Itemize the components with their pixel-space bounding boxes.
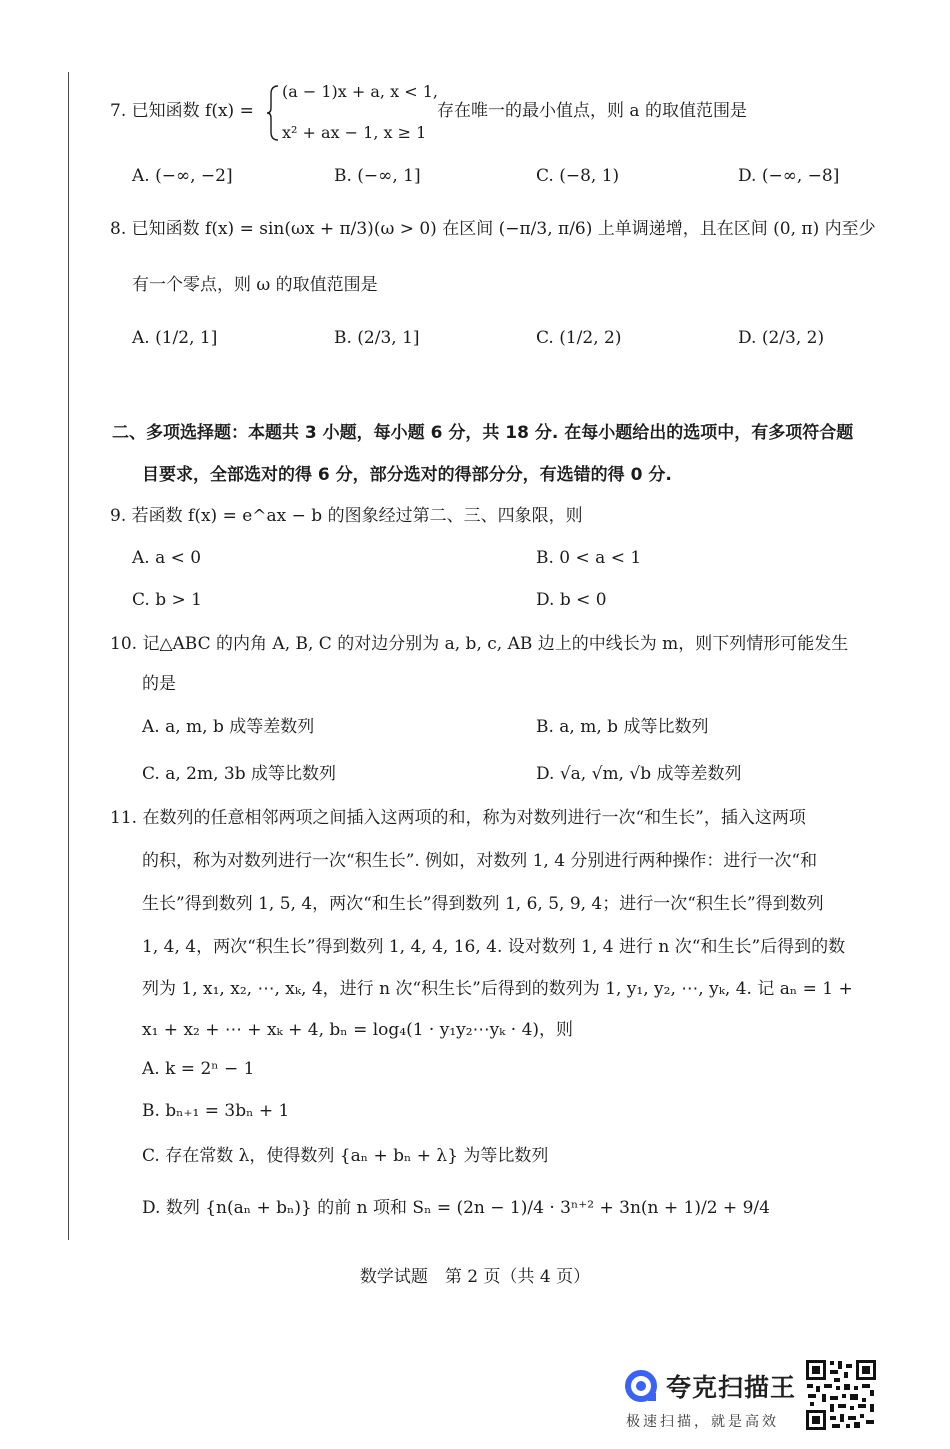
quark-logo-icon bbox=[624, 1369, 658, 1403]
q8-stem-line-2: 有一个零点，则 ω 的取值范围是 bbox=[132, 275, 378, 295]
q8-option-c: C. (1/2, 2) bbox=[536, 328, 622, 348]
q7-option-a: A. (−∞, −2] bbox=[132, 166, 233, 186]
brand-name: 夸克扫描王 bbox=[666, 1373, 797, 1402]
q7-option-b: B. (−∞, 1] bbox=[334, 166, 421, 186]
q8-option-a: A. (1/2, 1] bbox=[132, 328, 218, 348]
q11-stem-line-1: 11. 在数列的任意相邻两项之间插入这两项的和，称为对数列进行一次“和生长”，插入这两项 bbox=[110, 808, 806, 828]
q7-option-d: D. (−∞, −8] bbox=[738, 166, 840, 186]
section-2-line-1: 二、多项选择题：本题共 3 小题，每小题 6 分，共 18 分. 在每小题给出的选项中，有多项符合题 bbox=[112, 423, 854, 443]
q11-option-a: A. k = 2ⁿ − 1 bbox=[142, 1059, 255, 1079]
q11-stem-line-5: 列为 1, x₁, x₂, ⋯, xₖ, 4，进行 n 次“积生长”后得到的数列为 1, y₁, y₂, ⋯, yₖ, 4. 记 aₙ = 1 + bbox=[142, 979, 853, 999]
page-footer: 数学试题 第 2 页（共 4 页） bbox=[359, 1267, 591, 1287]
qr-code-icon bbox=[804, 1358, 878, 1432]
q7-option-c: C. (−8, 1) bbox=[536, 166, 620, 186]
q11-option-d: D. 数列 {n(aₙ + bₙ)} 的前 n 项和 Sₙ = (2n − 1)/4 · 3ⁿ⁺² + 3n(n + 1)/2 + 9/4 bbox=[142, 1198, 770, 1218]
brand-slogan: 极速扫描，就是高效 bbox=[626, 1414, 779, 1430]
q7-stem-end: 存在唯一的最小值点，则 a 的取值范围是 bbox=[437, 101, 747, 121]
q10-option-a: A. a, m, b 成等差数列 bbox=[142, 717, 315, 737]
q7-case-2: x² + ax − 1, x ≥ 1 bbox=[282, 123, 427, 142]
section-2-line-2: 目要求，全部选对的得 6 分，部分选对的得部分分，有选错的得 0 分. bbox=[142, 465, 672, 485]
q11-stem-line-3: 生长”得到数列 1, 5, 4，两次“和生长”得到数列 1, 6, 5, 9, 4；进行一次“积生长”得到数列 bbox=[142, 894, 824, 914]
q9-option-d: D. b < 0 bbox=[536, 590, 607, 610]
q11-option-c: C. 存在常数 λ，使得数列 {aₙ + bₙ + λ} 为等比数列 bbox=[142, 1146, 549, 1166]
q8-stem-line-1: 8. 已知函数 f(x) = sin(ωx + π/3)(ω > 0) 在区间 (−π/3, π/6) 上单调递增，且在区间 (0, π) 内至少 bbox=[110, 219, 876, 239]
q7-stem-start: 7. 已知函数 f(x) = bbox=[110, 101, 254, 121]
q11-stem-line-6: x₁ + x₂ + ⋯ + xₖ + 4, bₙ = log₄(1 · y₁y₂⋯yₖ · 4)，则 bbox=[142, 1020, 574, 1040]
q11-option-b: B. bₙ₊₁ = 3bₙ + 1 bbox=[142, 1101, 290, 1121]
q9-stem: 9. 若函数 f(x) = e^ax − b 的图象经过第二、三、四象限，则 bbox=[110, 506, 583, 526]
q9-option-a: A. a < 0 bbox=[132, 548, 202, 568]
left-brace-icon bbox=[266, 84, 280, 142]
q10-stem-line-2: 的是 bbox=[142, 674, 176, 694]
q11-stem-line-2: 的积，称为对数列进行一次“积生长”. 例如，对数列 1, 4 分别进行两种操作：进行一次“和 bbox=[142, 851, 818, 871]
binding-margin-line bbox=[68, 72, 69, 1240]
q10-option-d: D. √a, √m, √b 成等差数列 bbox=[536, 764, 742, 784]
q9-option-b: B. 0 < a < 1 bbox=[536, 548, 642, 568]
scanner-watermark bbox=[624, 1363, 800, 1433]
q8-option-b: B. (2/3, 1] bbox=[334, 328, 420, 348]
q11-stem-line-4: 1, 4, 4，两次“积生长”得到数列 1, 4, 4, 16, 4. 设对数列 1, 4 进行 n 次“和生长”后得到的数 bbox=[142, 937, 846, 957]
q8-option-d: D. (2/3, 2) bbox=[738, 328, 825, 348]
q10-option-b: B. a, m, b 成等比数列 bbox=[536, 717, 709, 737]
q10-option-c: C. a, 2m, 3b 成等比数列 bbox=[142, 764, 336, 784]
q7-case-1: (a − 1)x + a, x < 1, bbox=[282, 82, 438, 101]
q10-stem-line-1: 10. 记△ABC 的内角 A, B, C 的对边分别为 a, b, c, AB 边上的中线长为 m，则下列情形可能发生 bbox=[110, 634, 849, 654]
q9-option-c: C. b > 1 bbox=[132, 590, 202, 610]
